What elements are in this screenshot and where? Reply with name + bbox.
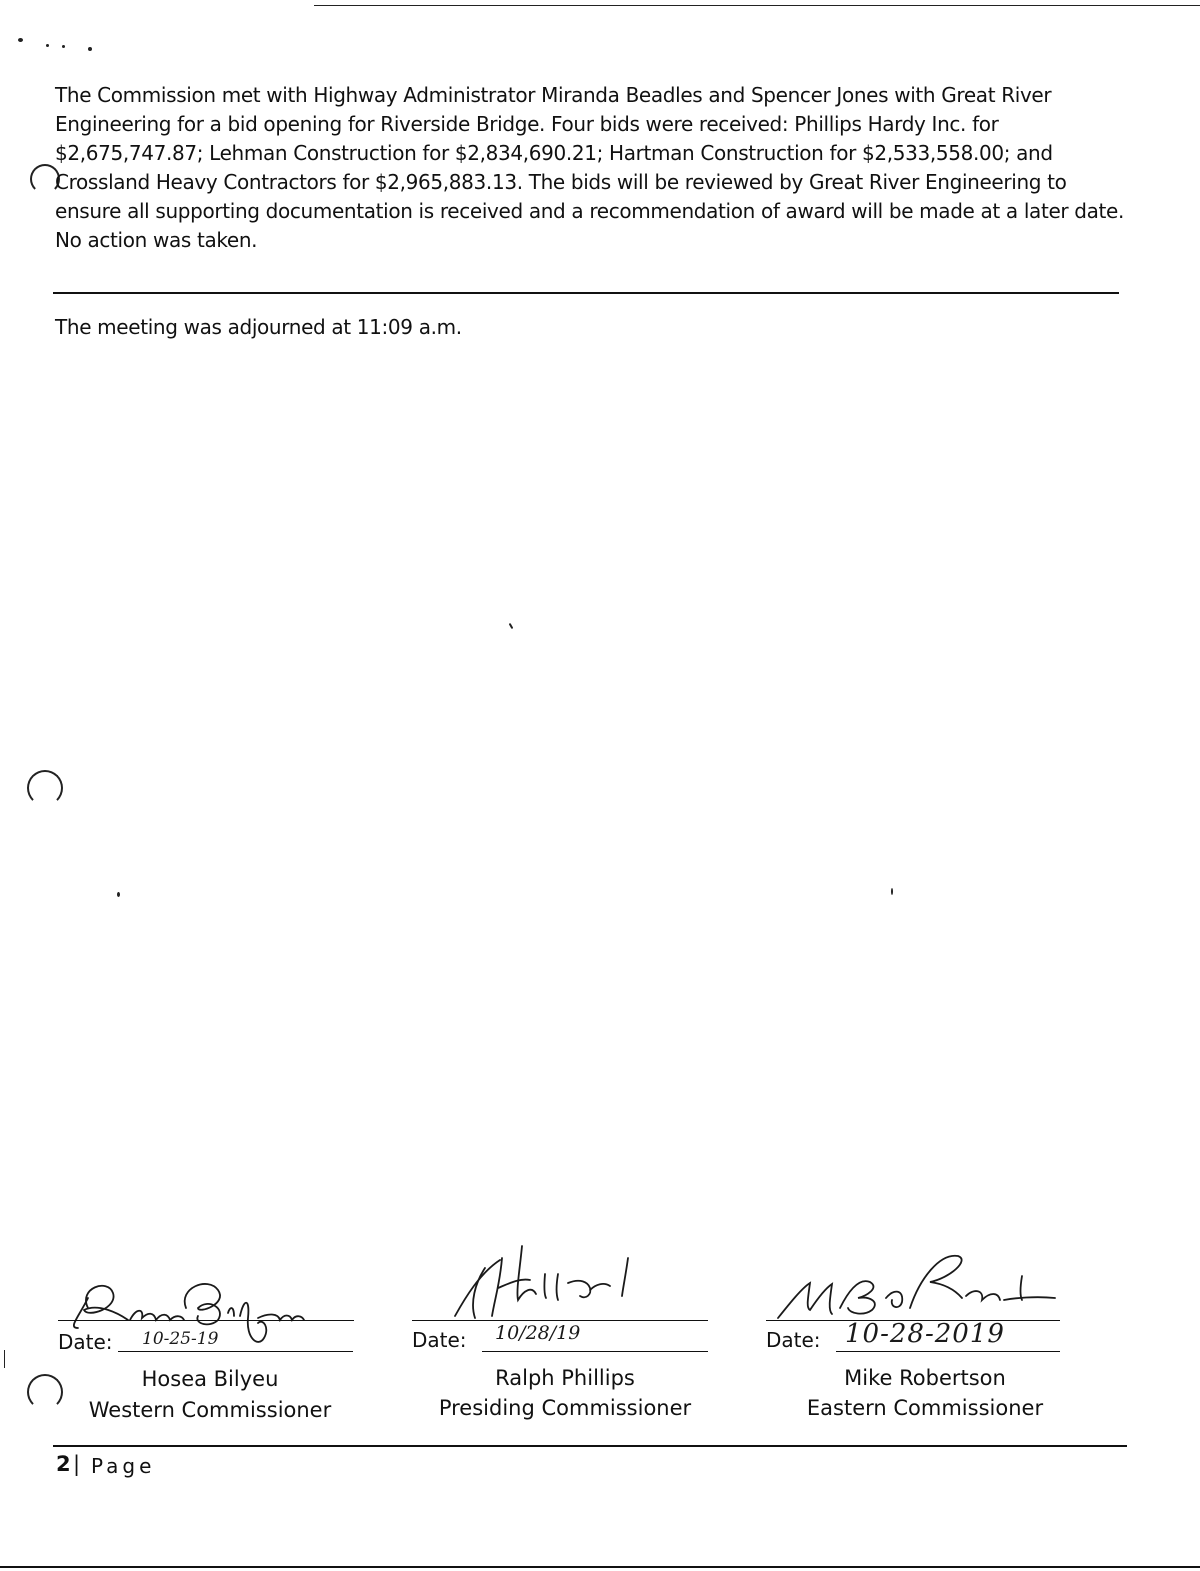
date-line (118, 1351, 353, 1352)
date-line (836, 1351, 1060, 1352)
commissioner-name: Hosea Bilyeu (141, 1367, 279, 1391)
section-divider (53, 292, 1119, 294)
scan-speck (509, 623, 514, 629)
page-number: 2 (56, 1452, 71, 1476)
commissioner-name: Ralph Phillips (495, 1366, 635, 1390)
punch-hole-mark (27, 770, 63, 806)
signature-date: 10-25-19 (142, 1329, 219, 1349)
scan-speck (891, 888, 893, 895)
scan-speck (117, 892, 120, 897)
date-label: Date: (412, 1328, 467, 1352)
commissioner-name: Mike Robertson (844, 1366, 1006, 1390)
scan-speck (18, 38, 23, 42)
scan-speck (88, 47, 92, 51)
signature-date: 10/28/19 (495, 1322, 581, 1344)
scan-top-rule (314, 5, 1200, 6)
scan-speck (4, 1350, 5, 1368)
commissioner-title: Eastern Commissioner (806, 1396, 1044, 1420)
signature-line (412, 1320, 708, 1321)
date-label: Date: (766, 1328, 821, 1352)
minutes-paragraph: The Commission met with Highway Administrator Miranda Beadles and Spencer Jones with Great River Engineering for a bid opening for Riverside Bridge. Four bids were received: Phillips Hardy Inc. for $2,675,747.87; Lehman Construction for $2,834,690.21; Hartman Construction for $2,533,558.00; and Crossland Heavy Contractors for $2,965,883.13. The bids will be reviewed by Great River Engineering to ensure all supporting documentation is received and a recommendation of award will be made at a later date. No action was taken. (55, 83, 1124, 252)
date-label: Date: (58, 1330, 113, 1354)
signature-line (58, 1320, 354, 1321)
signature-date: 10-28-2019 (845, 1319, 1005, 1349)
page-label: Page (91, 1454, 156, 1478)
signature-mike-robertson (770, 1248, 1060, 1323)
page-separator: | (73, 1452, 81, 1476)
signature-ralph-phillips (440, 1238, 640, 1323)
commissioner-title: Western Commissioner (88, 1398, 332, 1422)
adjournment-text: The meeting was adjourned at 11:09 a.m. (55, 315, 462, 339)
date-line (482, 1351, 708, 1352)
scan-speck (62, 45, 65, 48)
scan-speck (46, 44, 49, 47)
commissioner-title: Presiding Commissioner (438, 1396, 692, 1420)
footer-rule (53, 1445, 1127, 1447)
scan-bottom-rule (0, 1566, 1200, 1568)
